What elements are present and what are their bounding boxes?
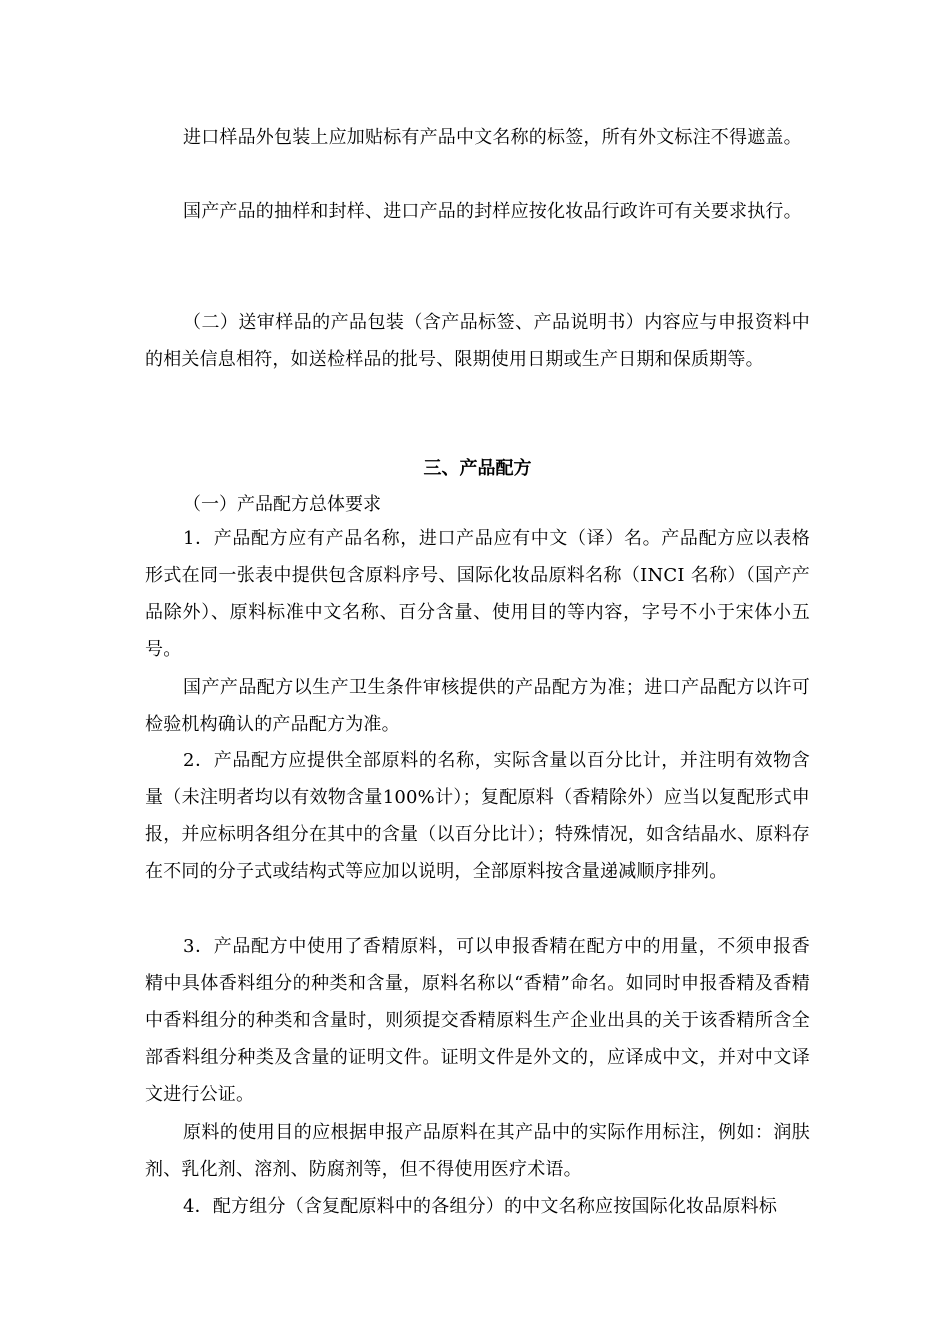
paragraph-formula-basis: 国产产品配方以生产卫生条件审核提供的产品配方为准；进口产品配方以许可检验机构确认的产品配方为准。 xyxy=(145,677,810,735)
paragraph-formula-item-2: 2．产品配方应提供全部原料的名称，实际含量以百分比计，并注明有效物含量（未注明者均以有效物含量100%计）；复配原料（香精除外）应当以复配形式申报，并应标明各组分在其中的含量（以百分比计）；特殊情况，如含结晶水、原料存在不同的分子式或结构式等应加以说明，全部原料按含量递减顺序排列。 xyxy=(145,750,810,882)
paragraph-sample-labeling: 进口样品外包装上应加贴标有产品中文名称的标签，所有外文标注不得遮盖。 xyxy=(183,127,802,148)
paragraph-ingredient-purpose: 原料的使用目的应根据申报产品原料在其产品中的实际作用标注，例如：润肤剂、乳化剂、溶剂、防腐剂等，但不得使用医疗术语。 xyxy=(145,1122,810,1180)
paragraph-formula-item-4: 4．配方组分（含复配原料中的各组分）的中文名称应按国际化妆品原料标 xyxy=(183,1196,778,1217)
section-title: 三、产品配方 xyxy=(423,458,532,479)
paragraph-formula-item-3: 3．产品配方中使用了香精原料，可以申报香精在配方中的用量，不须申报香精中具体香料组分的种类和含量，原料名称以“香精”命名。如同时申报香精及香精中香料组分的种类和含量时，则须提交香精原料生产企业出具的关于该香精所含全部香料组分种类及含量的证明文件。证明文件是外文的，应译成中文，并对中文译文进行公证。 xyxy=(145,936,810,1105)
section-subheading: （一）产品配方总体要求 xyxy=(183,494,381,515)
paragraph-packaging-consistency: （二）送审样品的产品包装（含产品标签、产品说明书）内容应与申报资料中的相关信息相符，如送检样品的批号、限期使用日期或生产日期和保质期等。 xyxy=(145,312,810,370)
paragraph-formula-item-1: 1．产品配方应有产品名称，进口产品应有中文（译）名。产品配方应以表格形式在同一张表中提供包含原料序号、国际化妆品原料名称（INCI 名称）（国产产品除外）、原料标准中文名称、百分含量、使用目的等内容，字号不小于宋体小五号。 xyxy=(145,528,810,660)
paragraph-sampling-sealing: 国产产品的抽样和封样、进口产品的封样应按化妆品行政许可有关要求执行。 xyxy=(183,201,802,222)
